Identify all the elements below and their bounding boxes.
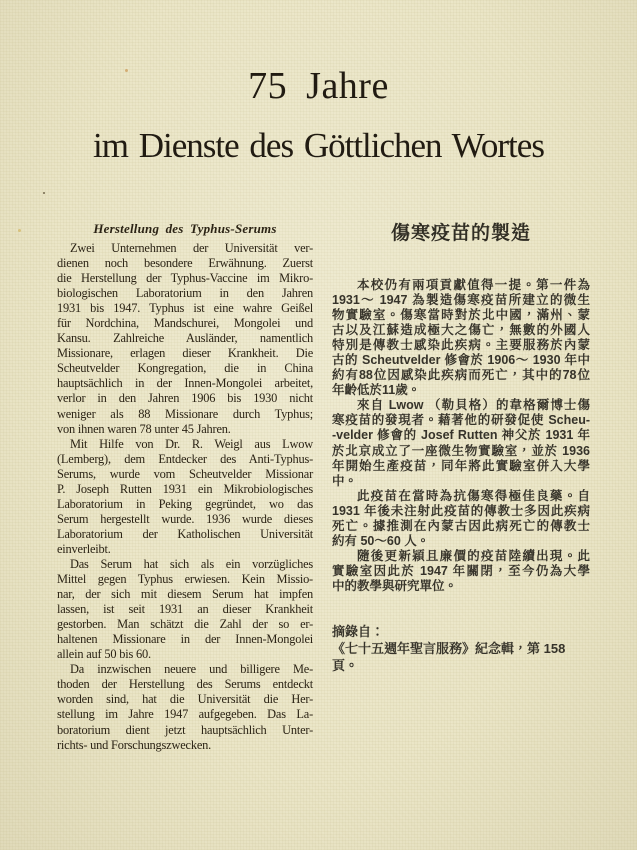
text-line: 1931 年後未注射此疫苗的傳教士多因此疾病 bbox=[332, 503, 590, 518]
paragraph bbox=[57, 437, 313, 557]
page-title bbox=[0, 66, 637, 165]
paragraph bbox=[332, 549, 590, 594]
text-line: worden sind, hat die Universität die Her- bbox=[57, 692, 313, 707]
german-body bbox=[57, 241, 313, 753]
text-line: Serum hergestellt wurde. 1936 wurde dieses bbox=[57, 511, 313, 526]
text-line: Mittel gegen Typhus erwiesen. Kein Missio- bbox=[57, 572, 313, 587]
text-line: Serums, wurde vom Scheutvelder Missionar bbox=[57, 466, 313, 481]
text-line: 中的教學與研究單位。 bbox=[332, 578, 458, 593]
text-line: 古以及江蘇造成極大之傷亡，無數的外國人 bbox=[332, 323, 590, 338]
text-line: 約有 50～60 人。 bbox=[332, 533, 430, 548]
text-line: Laboratorium in Peking gegründet, wo das bbox=[57, 496, 313, 511]
text-line: (Lemberg), dem Entdecker des Anti-Typhus- bbox=[57, 451, 313, 466]
text-line: biologischen Laboratorium in den Jahren bbox=[57, 286, 313, 301]
text-line: Kansu. Zahlreiche Ausländer, namentlich bbox=[57, 331, 313, 346]
text-line: P. Joseph Rutten 1931 ein Mikrobiologisches bbox=[57, 481, 313, 496]
text-line: boratorium dient jetzt hauptsächlich Unter- bbox=[57, 722, 313, 737]
text-line: Laboratorium der Katholischen Universität bbox=[57, 526, 313, 541]
paragraph bbox=[57, 241, 313, 437]
text-line: 中。 bbox=[332, 473, 358, 488]
page-title-line2: im Dienste des Göttlichen Wortes bbox=[93, 126, 544, 165]
text-line: verlor in den Jahren 1906 bis 1930 nicht bbox=[57, 391, 313, 406]
text-line: Missionare, erlagen dieser Krankheit. Die bbox=[57, 346, 313, 361]
german-section-heading: Herstellung des Typhus-Serums bbox=[93, 221, 277, 236]
paragraph bbox=[332, 278, 590, 398]
paper-speck bbox=[125, 69, 128, 72]
text-line: haltenen Missionare in der Innen-Mongolei bbox=[57, 632, 313, 647]
text-line: von ihnen waren 78 unter 45 Jahren. bbox=[57, 421, 231, 436]
text-line: gestorben. Man schätzt die Zahl der so er- bbox=[57, 617, 313, 632]
text-line: Zwei Unternehmen der Universität ver- bbox=[70, 241, 313, 255]
text-line: 年齡低於11歲。 bbox=[332, 383, 421, 398]
text-line: 死亡。據推測在內蒙古因此病死亡的傳教士 bbox=[332, 518, 590, 533]
text-line: für Nordchina, Mandschurei, Mongolei und bbox=[57, 316, 313, 331]
text-line: stellung im Jahre 1947 aufgegeben. Das La- bbox=[57, 707, 313, 722]
text-line: weniger als 88 Missionare durch Typhus; bbox=[57, 406, 313, 421]
text-line: 於北京成立了一座微生物實驗室，並於 1936 bbox=[332, 443, 590, 458]
text-line: 約有88位因感染此疾病而死亡，其中的78位 bbox=[332, 368, 590, 383]
source-citation bbox=[332, 623, 590, 674]
text-line: 1931～ 1947 為製造傷寒疫苗所建立的微生 bbox=[332, 293, 590, 308]
chinese-section-heading: 傷寒疫苗的製造 bbox=[390, 223, 531, 244]
page-title-line1: 75 Jahre bbox=[248, 65, 389, 107]
paragraph bbox=[57, 557, 313, 662]
text-line: thoden der Herstellung des Serums entdeckt bbox=[57, 677, 313, 692]
text-line: Das Serum hat sich als ein vorzügliches bbox=[70, 556, 313, 571]
text-line: nar, der sich mit diesem Serum hat impfen bbox=[57, 587, 313, 602]
text-line: dienen noch besondere Erwähnung. Zuerst bbox=[57, 256, 313, 271]
text-line: einverleibt. bbox=[57, 541, 111, 556]
text-line: 年開始生產疫苗，同年將此實驗室併入大學 bbox=[332, 458, 590, 473]
text-line: Mit Hilfe von Dr. R. Weigl aus Lwow bbox=[70, 436, 313, 451]
source-citation-reference: 《七十五週年聖言服務》紀念輯，第 158頁。 bbox=[332, 640, 566, 673]
text-line: die Herstellung der Typhus-Vaccine im Mikro- bbox=[57, 271, 313, 286]
text-line: hauptsächlich in der Innen-Mongolei arbeitet, bbox=[57, 376, 313, 391]
source-citation-label: 摘錄自： bbox=[332, 623, 385, 639]
text-line: -velder 修會的 Josef Rutten 神父於 1931 年 bbox=[332, 428, 590, 443]
text-line: 物實驗室。傷寒當時對於北中國，滿州、蒙 bbox=[332, 308, 590, 323]
text-line: 1931 bis 1947. Typhus ist eine wahre Geißel bbox=[57, 301, 313, 316]
text-line: Scheutvelder Kongregation, die in China bbox=[57, 361, 313, 376]
paragraph bbox=[332, 398, 590, 488]
text-line: lassen, ist seit 1931 an dieser Krankheit bbox=[57, 602, 313, 617]
text-line: 寒疫苗的發現者。藉著他的研發促使 Scheu- bbox=[332, 413, 590, 428]
text-line: allein auf 50 bis 60. bbox=[57, 647, 151, 662]
paragraph bbox=[57, 662, 313, 752]
text-line: Da inzwischen neuere und billigere Me- bbox=[70, 662, 313, 677]
german-column bbox=[57, 220, 313, 753]
text-line: 此疫苗在當時為抗傷寒得極佳良藥。自 bbox=[357, 488, 590, 503]
text-line: 實驗室因此於 1947 年關閉，至今仍為大學 bbox=[332, 563, 590, 578]
paper-speck bbox=[18, 229, 21, 232]
text-line: 古的 Scheutvelder 修會於 1906～ 1930 年中 bbox=[332, 353, 590, 368]
paper-speck bbox=[43, 192, 45, 194]
text-line: richts- und Forschungszwecken. bbox=[57, 737, 212, 752]
text-line: 隨後更新穎且廉價的疫苗陸續出現。此 bbox=[357, 548, 590, 563]
paragraph bbox=[332, 489, 590, 549]
text-line: 來自 Lwow （勒貝格）的韋格爾博士傷 bbox=[357, 398, 590, 413]
text-line: 特別是傳教士感染此疾病。主要服務於內蒙 bbox=[332, 338, 590, 353]
chinese-column bbox=[332, 222, 590, 674]
text-line: 本校仍有兩項貢獻值得一提。第一件為 bbox=[357, 278, 590, 292]
chinese-body bbox=[332, 278, 590, 594]
